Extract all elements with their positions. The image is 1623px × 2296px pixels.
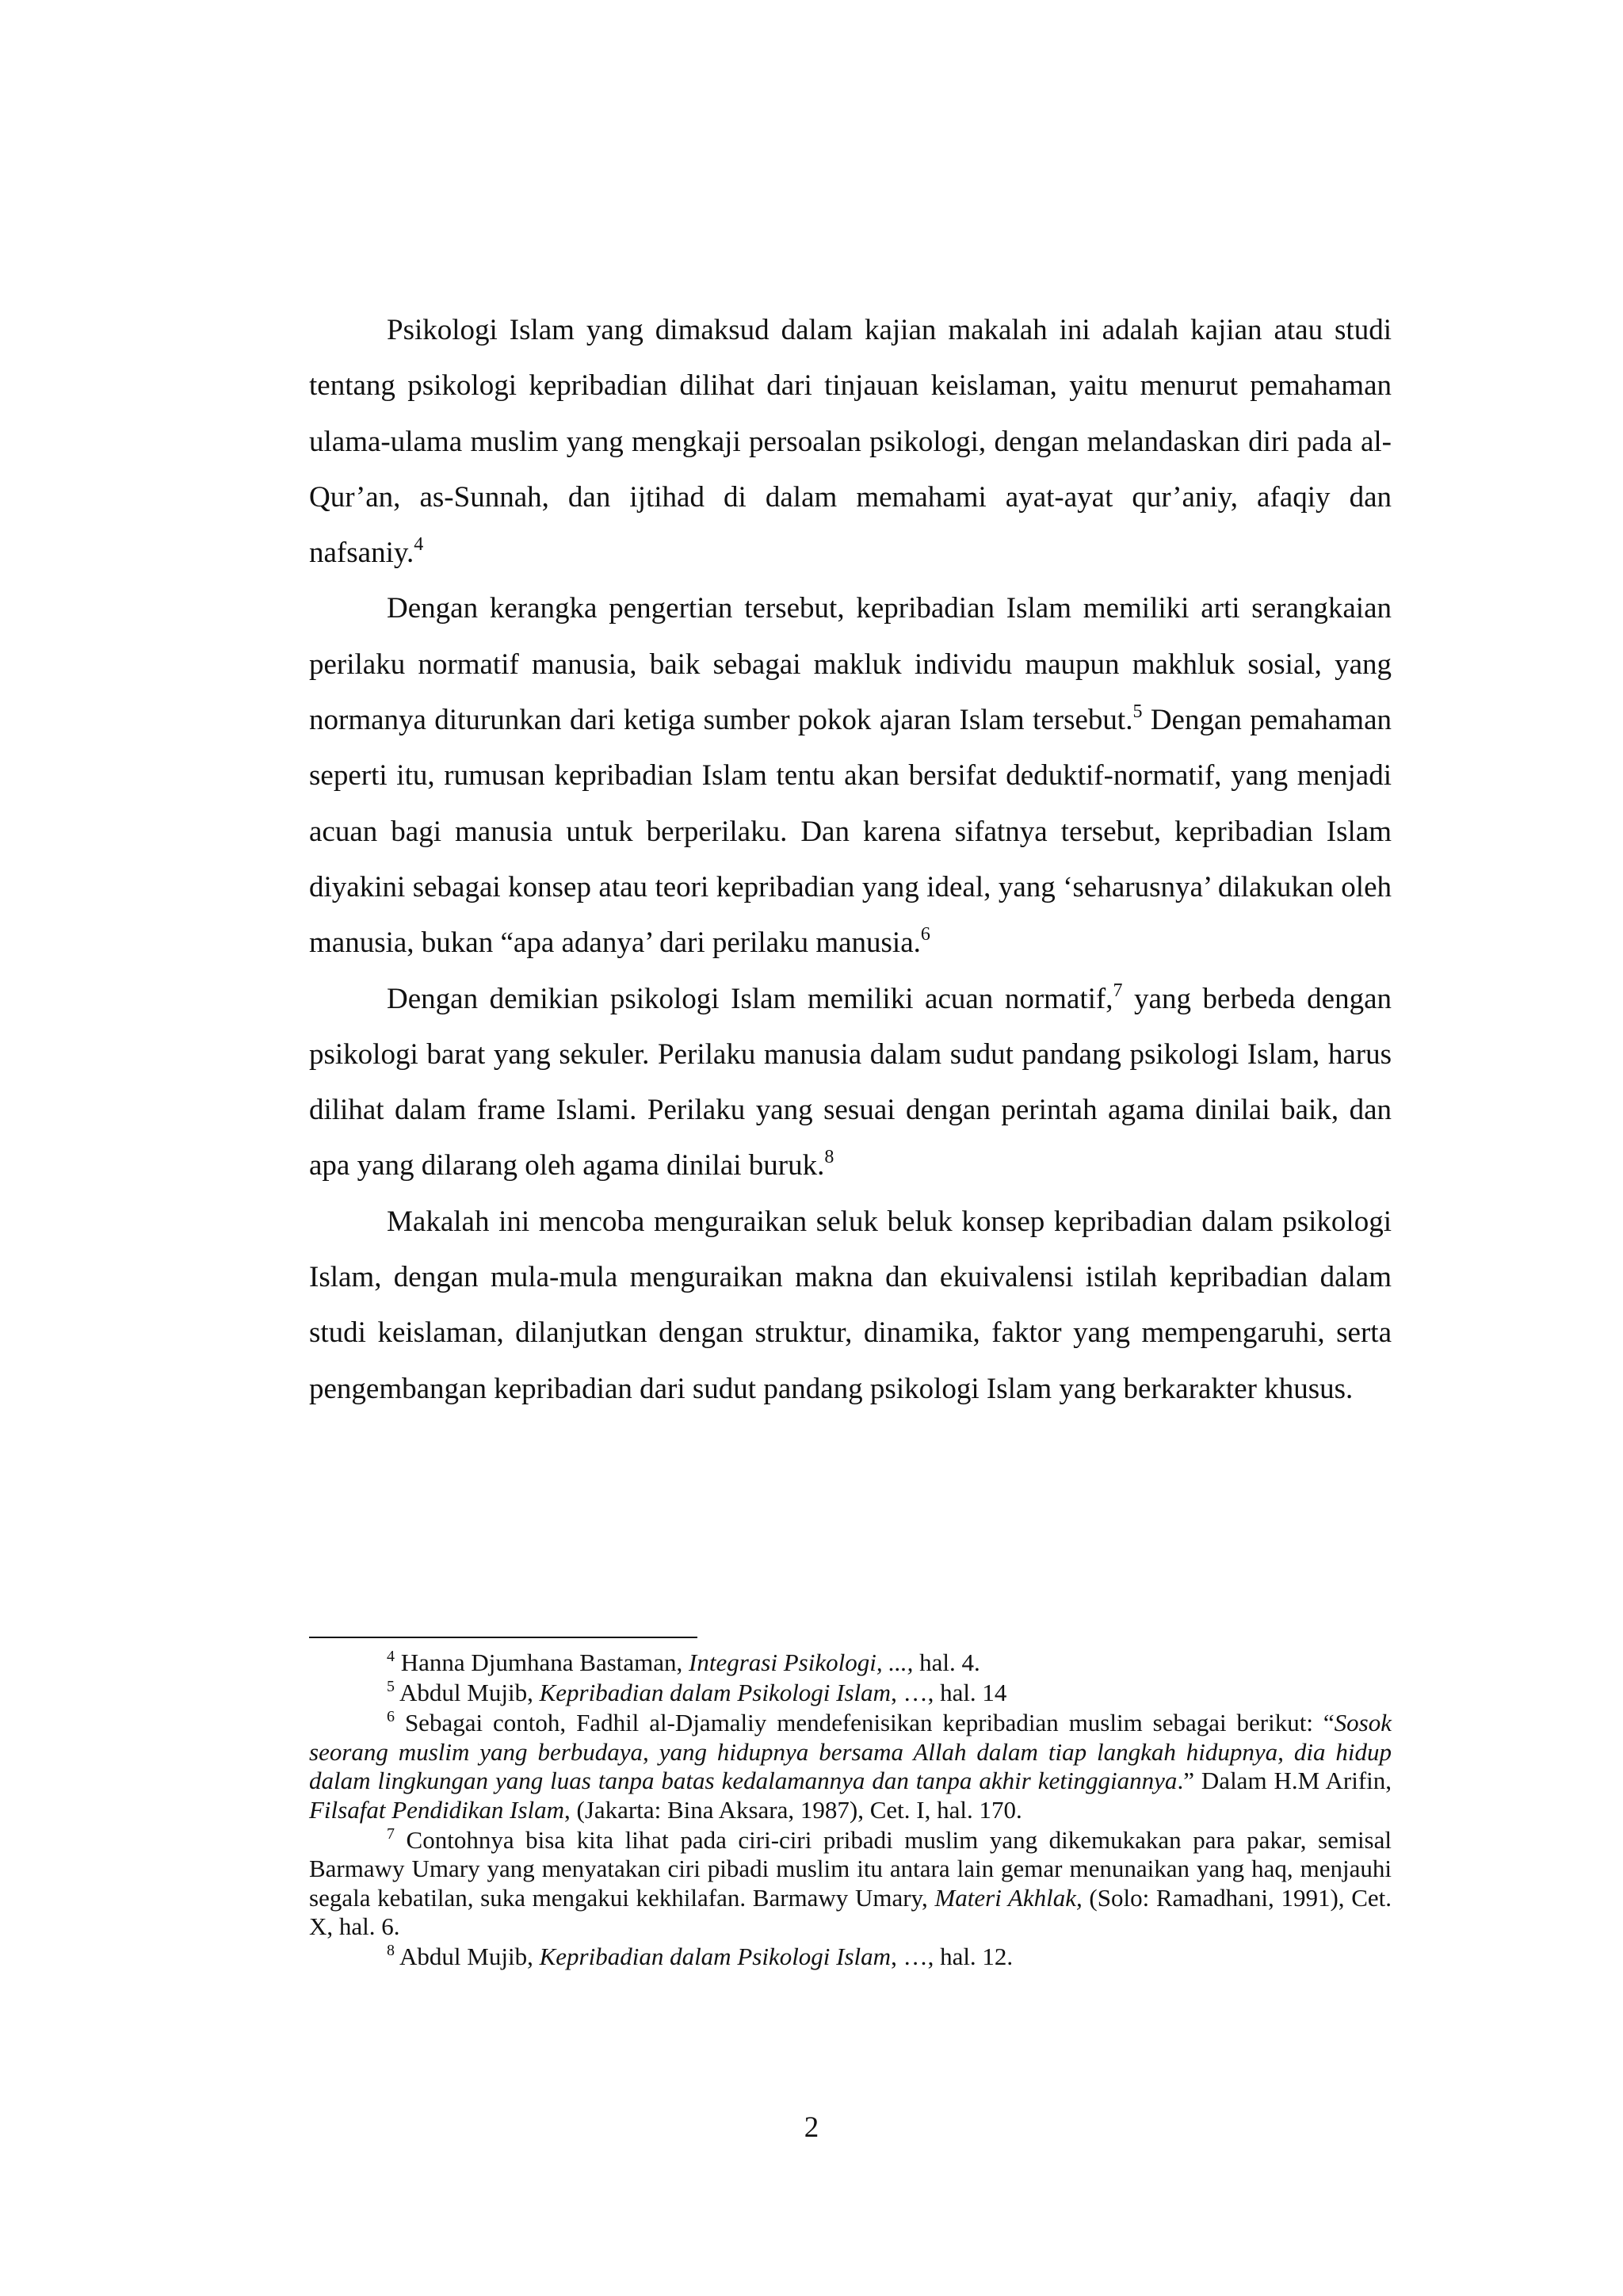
paragraph-text: yang berbeda dengan psikologi barat yang sekuler. Perilaku manusia dalam sudut pandang psikologi Islam, harus dilihat dalam frame Islami. Perilaku yang sesuai dengan perintah agama dinilai baik, dan apa yang dilarang oleh agama dinilai buruk.: [309, 982, 1392, 1182]
paragraph-4: [309, 1194, 1392, 1417]
paragraph-2: [309, 581, 1392, 971]
footnote-text: hal. 4.: [913, 1648, 980, 1676]
footnote-text: , (Jakarta: Bina Aksara, 1987), Cet. I, hal. 170.: [564, 1795, 1022, 1824]
footnote-text: Abdul Mujib,: [395, 1943, 540, 1970]
footnote-title: Filsafat Pendidikan Islam: [309, 1795, 565, 1824]
footnote-text: , …, hal. 14: [891, 1679, 1007, 1706]
footnote-text: Sebagai contoh, Fadhil al-Djamaliy mendefenisikan kepribadian muslim sebagai berikut: “: [395, 1709, 1335, 1736]
paragraph-3: [309, 972, 1392, 1194]
footnote-ref-7[interactable]: 7: [1113, 980, 1123, 1001]
footnote-quote: Sosok seorang muslim yang berbudaya, yang hidupnya bersama Allah dalam tiap langkah hidupnya, dia hidup dalam lingkungan yang luas tanpa batas kedalamannya dan tanpa akhir ketinggiannya: [309, 1709, 1392, 1794]
footnote-text: Abdul Mujib,: [395, 1679, 540, 1706]
footnote-number: 7: [387, 1824, 395, 1843]
paragraph-text: Makalah ini mencoba menguraikan seluk beluk konsep kepribadian dalam psikologi Islam, dengan mula-mula menguraikan makna dan ekuivalensi istilah kepribadian dalam studi keislaman, dilanjutkan dengan struktur, dinamika, faktor yang mempengaruhi, serta pengembangan kepribadian dari sudut pandang psikologi Islam yang berkarakter khusus.: [309, 1205, 1392, 1405]
paragraph-1: [309, 303, 1392, 581]
footnote-number: 5: [387, 1678, 395, 1695]
footnote-text: Hanna Djumhana Bastaman,: [395, 1648, 689, 1676]
footnote-8: [309, 1943, 1392, 1972]
footnote-title: Integrasi Psikologi, ...,: [689, 1648, 914, 1676]
footnote-ref-5[interactable]: 5: [1132, 701, 1143, 723]
footnote-text: (Solo: Ramadhani, 1991), Cet. X, hal. 6.: [309, 1883, 1392, 1940]
footnote-ref-4[interactable]: 4: [414, 534, 424, 556]
page-number: 2: [804, 2111, 819, 2144]
paragraph-text: Dengan pemahaman seperti itu, rumusan kepribadian Islam tentu akan bersifat deduktif-normatif, yang menjadi acuan bagi manusia untuk berperilaku. Dan karena sifatnya tersebut, kepribadian Islam diyakini sebagai konsep atau teori kepribadian yang ideal, yang ‘seharusnya’ dilakukan oleh manusia, bukan “apa adanya’ dari perilaku manusia.: [309, 704, 1392, 960]
footnote-number: 6: [387, 1708, 395, 1725]
footnote-5: [309, 1679, 1392, 1708]
footnote-ref-6[interactable]: 6: [920, 924, 930, 946]
paragraph-text: Dengan kerangka pengertian tersebut, kepribadian Islam memiliki arti serangkaian perilaku normatif manusia, baik sebagai makluk individu maupun makhluk sosial, yang normanya diturunkan dari ketiga sumber pokok ajaran Islam tersebut.: [309, 592, 1392, 737]
footnote-number: 4: [387, 1648, 395, 1665]
footnotes: [309, 1648, 1392, 1973]
footnote-7: [309, 1826, 1392, 1942]
footnote-text: Contohnya bisa kita lihat pada ciri-ciri pribadi muslim yang dikemukakan para pakar, semisal Barmawy Umary yang menyatakan ciri pibadi muslim itu antara lain gemar menunaikan yang haq, menjauhi segala kebatilan, suka mengakui kekhilafan. Barmawy Umary,: [309, 1825, 1392, 1912]
footnote-ref-8[interactable]: 8: [824, 1147, 834, 1168]
footnote-title: Kepribadian dalam Psikologi Islam: [539, 1943, 892, 1970]
footnote-number: 8: [387, 1942, 395, 1959]
footnote-title: Kepribadian dalam Psikologi Islam: [539, 1679, 892, 1706]
footnote-4: [309, 1648, 1392, 1678]
footnote-separator: [309, 1637, 697, 1638]
paragraph-text: Dengan demikian psikologi Islam memiliki acuan normatif,: [387, 982, 1113, 1015]
footnote-title: Materi Akhlak,: [934, 1883, 1083, 1912]
paragraph-text: Psikologi Islam yang dimaksud dalam kajian makalah ini adalah kajian atau studi tentang psikologi kepribadian dilihat dari tinjauan keislaman, yaitu menurut pemahaman ulama-ulama muslim yang mengkaji persoalan psikologi, dengan melandaskan diri pada al-Qur’an, as-Sunnah, dan ijtihad di dalam memahami ayat-ayat qur’aniy, afaqiy dan nafsaniy.: [309, 314, 1392, 570]
footnote-text: .” Dalam H.M Arifin,: [1177, 1767, 1392, 1794]
body-text: [309, 303, 1392, 1417]
footnote-6: [309, 1709, 1392, 1824]
footnote-text: , …, hal. 12.: [891, 1943, 1014, 1970]
